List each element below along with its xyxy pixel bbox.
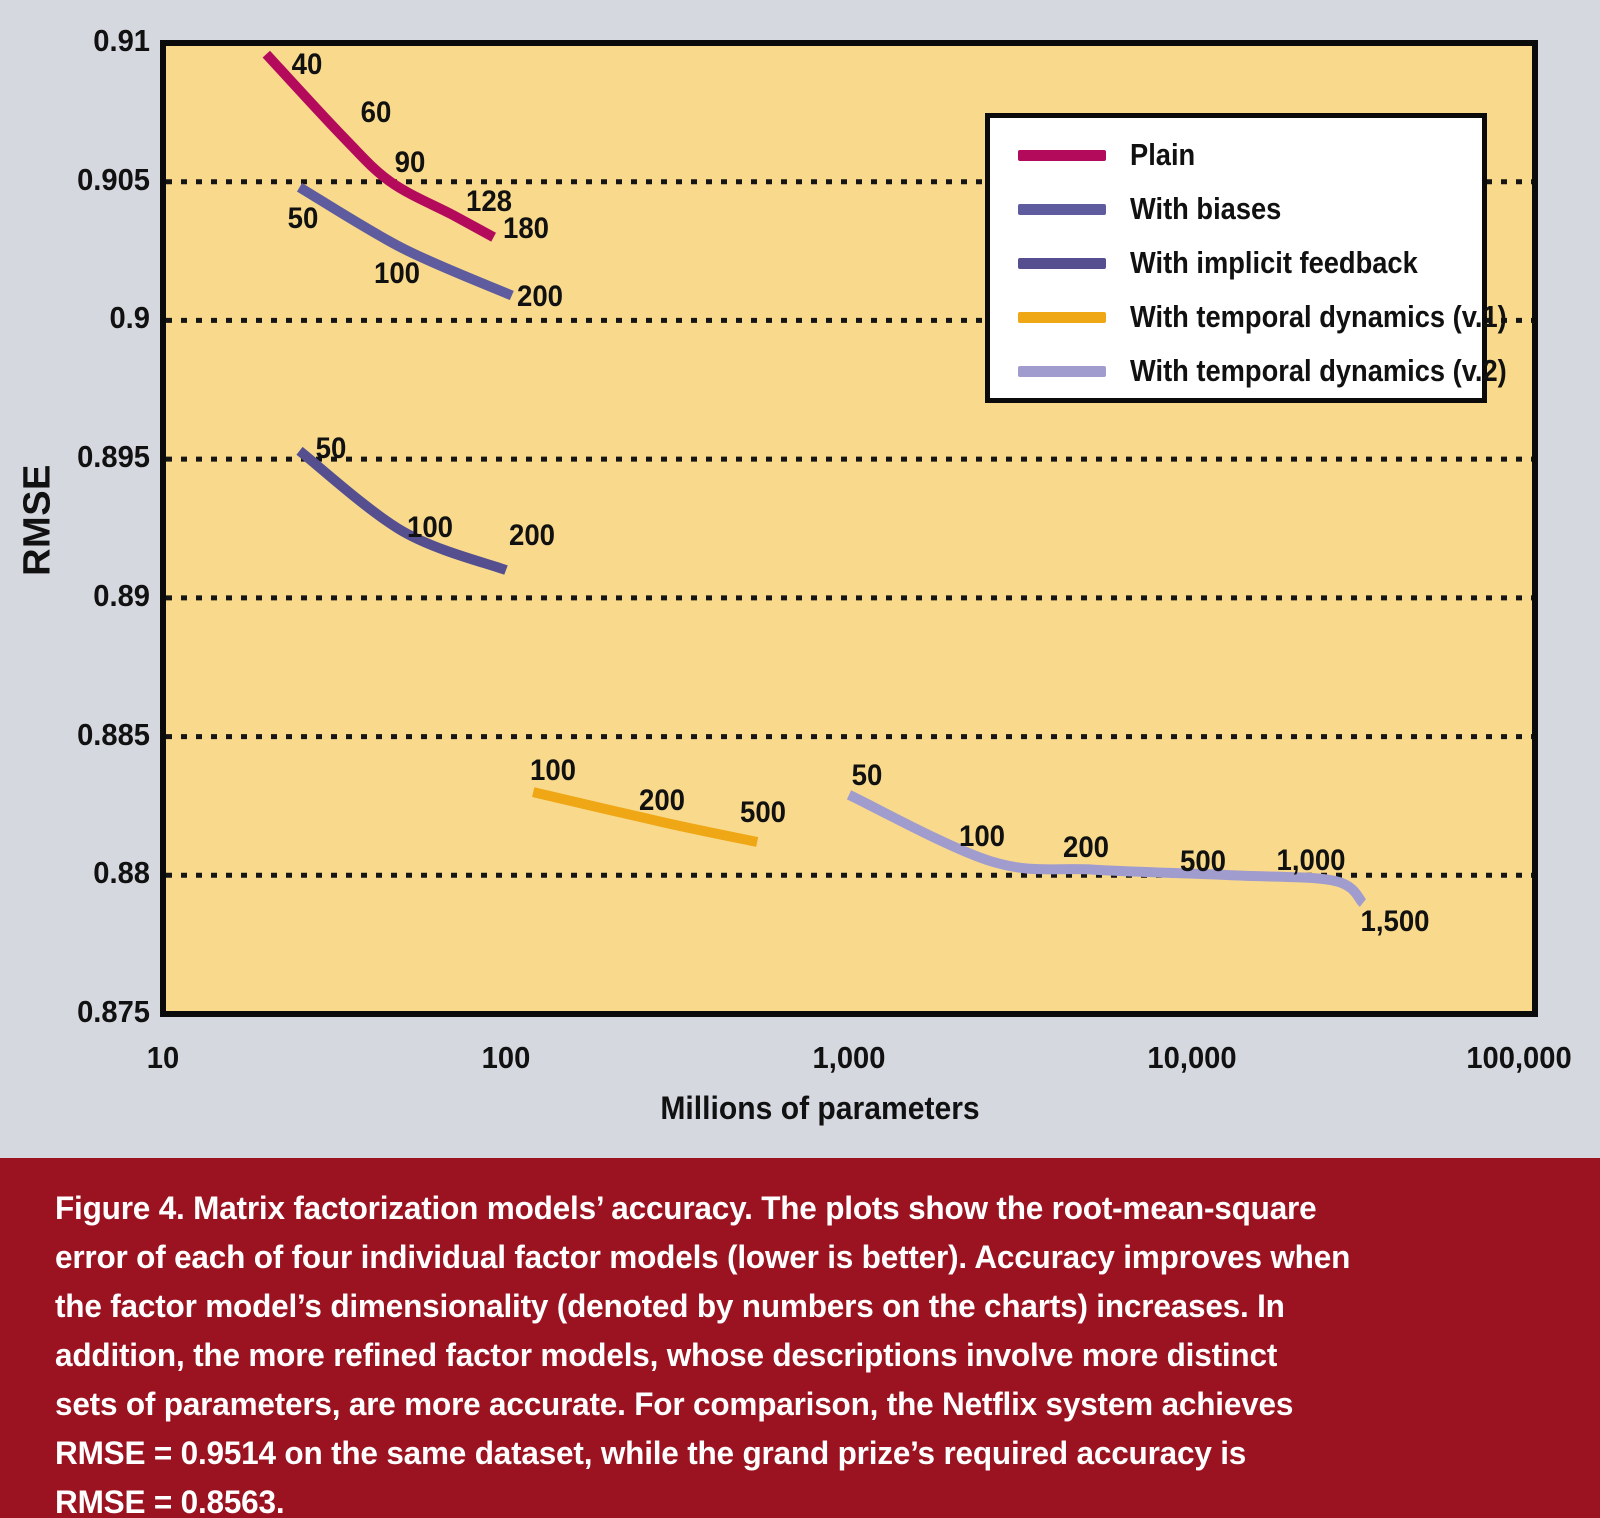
legend-row bbox=[990, 344, 1507, 398]
point-label-1,000: 1,000 bbox=[1276, 843, 1346, 877]
y-tick-0.91: 0.91 bbox=[93, 23, 150, 58]
point-label-100: 100 bbox=[530, 754, 577, 788]
legend-row bbox=[990, 128, 1482, 182]
point-label-200: 200 bbox=[508, 519, 556, 553]
caption-line-5: sets of parameters, are more accurate. For comparison, the Netflix system achieves bbox=[55, 1386, 1294, 1422]
point-label-180: 180 bbox=[502, 212, 549, 246]
x-tick-10: 10 bbox=[146, 1040, 180, 1075]
point-label-500: 500 bbox=[740, 795, 787, 829]
caption-line-2: error of each of four individual factor models (lower is better). Accuracy improves when bbox=[55, 1239, 1351, 1275]
point-label-90: 90 bbox=[394, 145, 426, 179]
figure-caption bbox=[0, 1158, 1600, 1518]
legend-swatch-icon bbox=[1018, 258, 1106, 269]
y-tick-0.905: 0.905 bbox=[77, 161, 150, 197]
legend-label: Plain bbox=[1130, 137, 1196, 172]
legend-swatch-icon bbox=[1018, 312, 1106, 323]
point-label-128: 128 bbox=[465, 185, 512, 218]
point-label-100: 100 bbox=[406, 511, 453, 545]
point-label-60: 60 bbox=[360, 95, 392, 129]
legend-swatch-icon bbox=[1018, 150, 1106, 161]
x-axis-title: Millions of parameters bbox=[660, 1090, 980, 1126]
point-label-500: 500 bbox=[1180, 845, 1227, 879]
y-tick-0.9: 0.9 bbox=[109, 300, 150, 336]
point-label-50: 50 bbox=[288, 202, 319, 236]
point-label-200: 200 bbox=[638, 783, 685, 817]
legend-row bbox=[990, 290, 1507, 344]
point-label-50: 50 bbox=[316, 431, 347, 465]
caption-line-3: the factor model’s dimensionality (denoted by numbers on the charts) increases. In bbox=[55, 1288, 1285, 1324]
y-tick-0.89: 0.89 bbox=[93, 577, 150, 613]
point-label-40: 40 bbox=[291, 48, 323, 82]
caption-line-6: RMSE = 0.9514 on the same dataset, while the grand prize’s required accuracy is bbox=[55, 1435, 1247, 1471]
point-label-1,500: 1,500 bbox=[1360, 905, 1430, 939]
point-label-200: 200 bbox=[1062, 830, 1109, 864]
x-tick-10,000: 10,000 bbox=[1147, 1040, 1237, 1075]
legend-row bbox=[990, 182, 1482, 236]
legend-row bbox=[990, 236, 1482, 290]
x-tick-1,000: 1,000 bbox=[812, 1040, 886, 1075]
legend-swatch-icon bbox=[1018, 204, 1106, 215]
legend-swatch-icon bbox=[1018, 366, 1106, 377]
caption-line-1: Figure 4. Matrix factorization models’ accuracy. The plots show the root-mean-square bbox=[55, 1190, 1317, 1226]
legend-label: With biases bbox=[1130, 191, 1282, 226]
y-tick-0.895: 0.895 bbox=[77, 439, 150, 475]
y-tick-0.88: 0.88 bbox=[93, 855, 150, 891]
point-label-200: 200 bbox=[516, 280, 563, 314]
point-label-100: 100 bbox=[959, 820, 1006, 854]
y-tick-0.875: 0.875 bbox=[77, 994, 150, 1029]
point-label-100: 100 bbox=[373, 257, 420, 291]
x-tick-100,000: 100,000 bbox=[1466, 1040, 1572, 1075]
legend-label: With temporal dynamics (v.1) bbox=[1130, 299, 1507, 334]
legend bbox=[985, 113, 1507, 403]
y-axis-title: RMSE bbox=[16, 464, 59, 576]
caption-line-4: addition, the more refined factor models, whose descriptions involve more distinct bbox=[55, 1337, 1278, 1373]
x-tick-100: 100 bbox=[481, 1040, 531, 1075]
caption-line-7: RMSE = 0.8563. bbox=[55, 1484, 285, 1518]
point-label-50: 50 bbox=[851, 758, 883, 792]
legend-label: With implicit feedback bbox=[1130, 245, 1418, 280]
legend-label: With temporal dynamics (v.2) bbox=[1130, 353, 1507, 388]
y-tick-0.885: 0.885 bbox=[77, 716, 150, 752]
